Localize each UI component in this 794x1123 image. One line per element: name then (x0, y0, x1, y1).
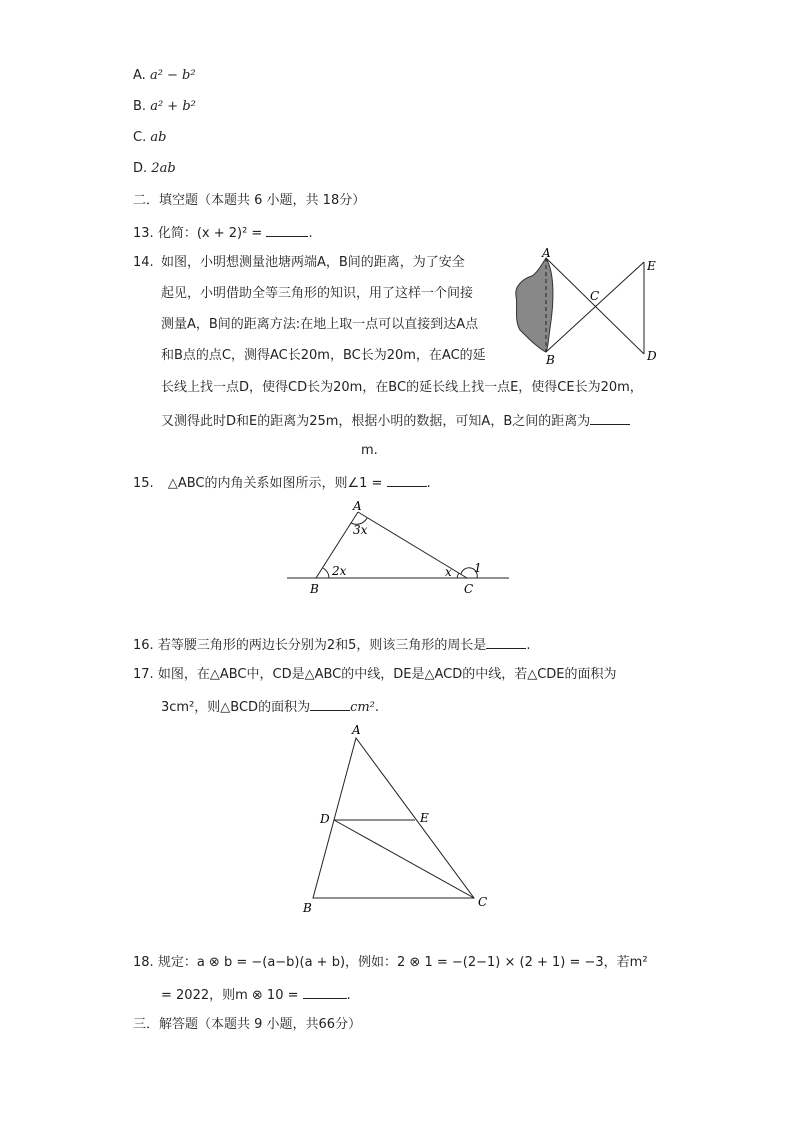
label-a: A (542, 248, 551, 260)
label-e: E (647, 259, 656, 273)
question-14-number: 14. (133, 255, 154, 270)
question-18 (133, 954, 648, 972)
segment-dc (334, 820, 474, 898)
question-14-line-3: 测量A，B间的距离方法:在地上取一点可以直接到达A点 (161, 317, 479, 332)
question-number: 16. (133, 638, 154, 653)
triangle-median-figure (300, 722, 500, 918)
question-number: 15. (133, 476, 154, 491)
label-d: D (647, 349, 657, 363)
answer-blank[interactable] (590, 411, 630, 425)
angle-1-label: 1 (474, 561, 482, 575)
label-c: C (478, 895, 488, 909)
answer-blank[interactable] (387, 473, 427, 487)
option-c (133, 129, 166, 147)
label-b: B (303, 901, 312, 915)
question-text: 规定：a ⊗ b = −(a−b)(a + b)，例如：2 ⊗ 1 = −(2−1) × (2 + 1) = −3，若m² (157, 955, 648, 970)
question-text: = 2022，则m ⊗ 10 = (161, 988, 303, 1003)
angle-b-label: 2x (332, 564, 347, 578)
label-e: E (420, 811, 429, 825)
option-expr: ab (150, 130, 167, 145)
label-a: A (352, 723, 361, 737)
angle-c-arc (457, 573, 459, 578)
option-expr: a² − b² (149, 68, 196, 83)
triangle-angle-figure (285, 498, 515, 598)
question-text: 化简：(x + 2)² = (157, 226, 267, 241)
question-14-line-2: 起见，小明借助全等三角形的知识，用了这样一个间接 (161, 286, 474, 301)
question-number: 13. (133, 226, 154, 241)
label-a: A (353, 499, 362, 513)
line-be (546, 262, 644, 352)
option-a (133, 67, 196, 85)
option-d (133, 160, 176, 178)
label-d: D (320, 812, 330, 826)
angle-a-label: 3x (353, 523, 368, 537)
question-number: 18. (133, 955, 154, 970)
label-c: C (464, 582, 474, 596)
option-expr: a² + b² (150, 99, 196, 114)
pond-figure (510, 248, 670, 366)
option-expr: 2ab (151, 161, 176, 176)
question-17 (133, 666, 617, 684)
label-b: B (310, 582, 319, 596)
section-heading-solutions: 三．解答题（本题共 9 小题，共66分） (133, 1017, 362, 1032)
triangle-abc (313, 738, 474, 898)
angle-b-arc (323, 568, 329, 578)
option-letter: C. (133, 130, 147, 145)
question-16 (133, 635, 531, 655)
pond-shape (516, 258, 553, 352)
question-17-line-2 (161, 697, 379, 717)
question-text: 3cm²，则△BCD的面积为 (161, 700, 311, 715)
label-c: C (590, 289, 600, 303)
question-18-line-2 (161, 985, 351, 1005)
punctuation: . (346, 988, 351, 1003)
question-14-line-6 (161, 411, 630, 431)
question-15 (133, 473, 431, 493)
question-number: 17. (133, 667, 154, 682)
angle-c-label: x (445, 565, 452, 579)
line-ad (546, 258, 644, 354)
answer-blank[interactable] (303, 985, 347, 999)
question-14-line-4: 和B点的点C，测得AC长20m，BC长为20m，在AC的延 (161, 348, 486, 363)
question-text: 若等腰三角形的两边长分别为2和5，则该三角形的周长是 (157, 638, 487, 653)
question-14-line-1: 如图，小明想测量池塘两端A，B间的距离，为了安全 (161, 255, 465, 270)
question-14-line-5: 长线上找一点D，使得CD长为20m，在BC的延长线上找一点E，使得CE长为20m， (161, 380, 643, 395)
question-text: 又测得此时D和E的距离为25m，根据小明的数据，可知A，B之间的距离为 (161, 414, 591, 429)
punctuation: . (308, 226, 313, 241)
punctuation: . (426, 476, 431, 491)
answer-blank[interactable] (310, 697, 350, 711)
punctuation: . (526, 638, 531, 653)
unit: cm². (350, 700, 380, 715)
answer-blank[interactable] (266, 223, 308, 237)
question-14-unit: m. (361, 443, 378, 458)
question-text: 如图，在△ABC中，CD是△ABC的中线，DE是△ACD的中线，若△CDE的面积为 (157, 667, 617, 682)
section-heading-fill-in: 二．填空题（本题共 6 小题，共 18分） (133, 193, 366, 208)
question-text: △ABC的内角关系如图所示，则∠1 = (167, 476, 387, 491)
question-13 (133, 223, 313, 243)
answer-blank[interactable] (486, 635, 526, 649)
option-b (133, 98, 196, 116)
option-letter: D. (133, 161, 148, 176)
option-letter: B. (133, 99, 147, 114)
label-b: B (546, 353, 555, 366)
option-letter: A. (133, 68, 146, 83)
